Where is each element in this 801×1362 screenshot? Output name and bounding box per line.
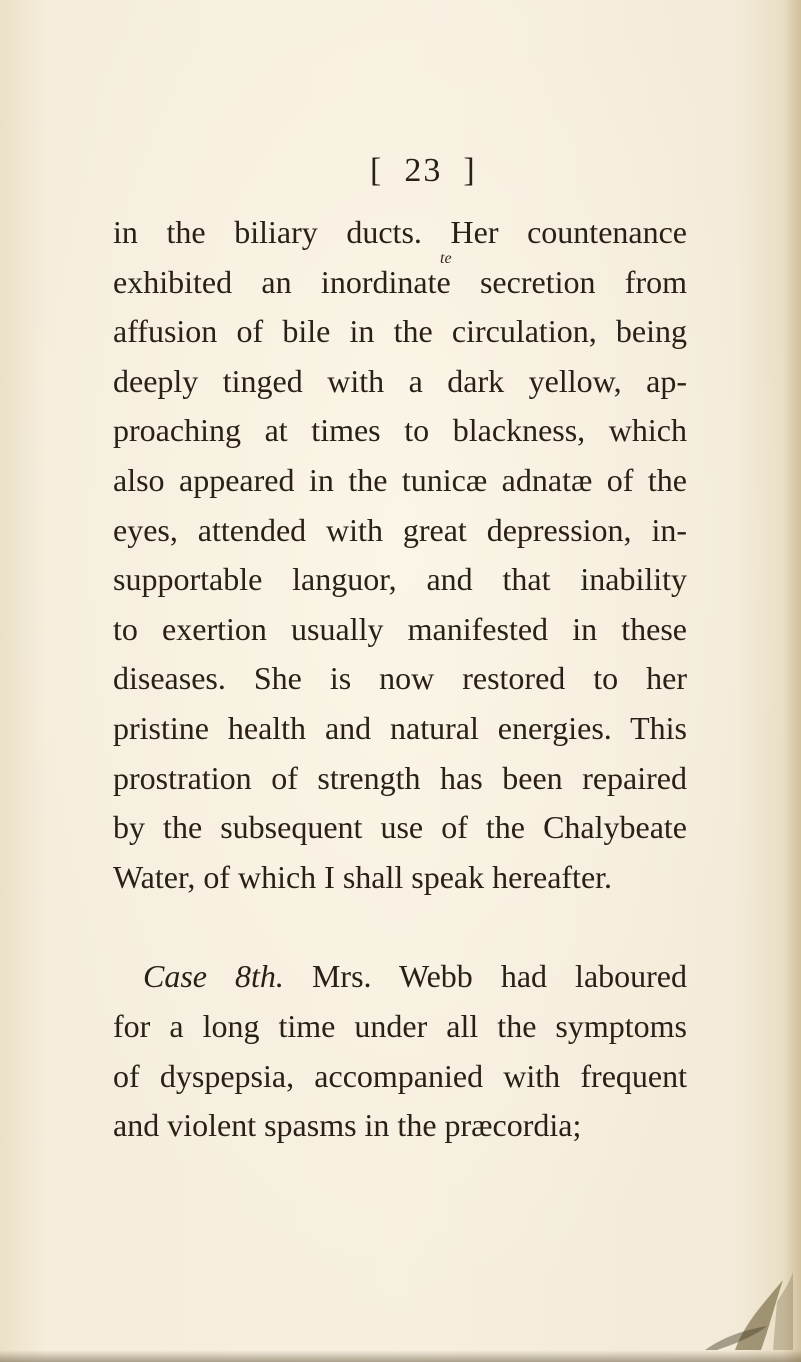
text-line: affusion of bile in the circulation, being	[113, 313, 687, 350]
text-line: proaching at times to blackness, which	[113, 412, 687, 449]
text-line: prostration of strength has been repaired	[113, 759, 687, 796]
body-text	[113, 208, 687, 1151]
page-number: [ 23 ]	[370, 152, 477, 189]
text-line: deeply tinged with a dark yellow, ap-	[113, 362, 687, 399]
text-line: to exertion usually manifested in these	[113, 610, 687, 647]
text-line: and violent spasms in the præcordia;	[113, 1107, 582, 1144]
text-line: in the biliary ducts. Her countenance	[113, 214, 687, 250]
text-line: exhibited an inordinate secretion from	[113, 263, 687, 300]
text-line: pristine health and natural energies. This	[113, 709, 687, 746]
text-line: Water, of which I shall speak hereafter.	[113, 858, 613, 895]
text-line: supportable languor, and that inability	[113, 561, 687, 598]
case-heading-line	[113, 952, 687, 1002]
text-line: by the subsequent use of the Chalybeate	[113, 809, 687, 846]
paragraph-2	[113, 952, 687, 1150]
case-line-rest: Mrs. Webb had laboured	[311, 958, 688, 995]
paragraph-gap	[113, 902, 687, 952]
text-line: also appeared in the tunicæ adnatæ of the	[113, 461, 687, 498]
text-line: diseases. She is now restored to her	[113, 660, 687, 697]
case-label: Case 8th.	[143, 958, 284, 995]
page-edge-shadow	[783, 0, 801, 1362]
paragraph-1	[113, 208, 687, 902]
handwritten-annotation: te	[440, 250, 452, 267]
text-line: eyes, attended with great depression, in-	[113, 511, 687, 548]
text-line: for a long time under all the symptoms	[113, 1007, 687, 1044]
ink-stain-mark	[665, 1232, 795, 1352]
text-line: of dyspepsia, accompanied with frequent	[113, 1057, 687, 1094]
